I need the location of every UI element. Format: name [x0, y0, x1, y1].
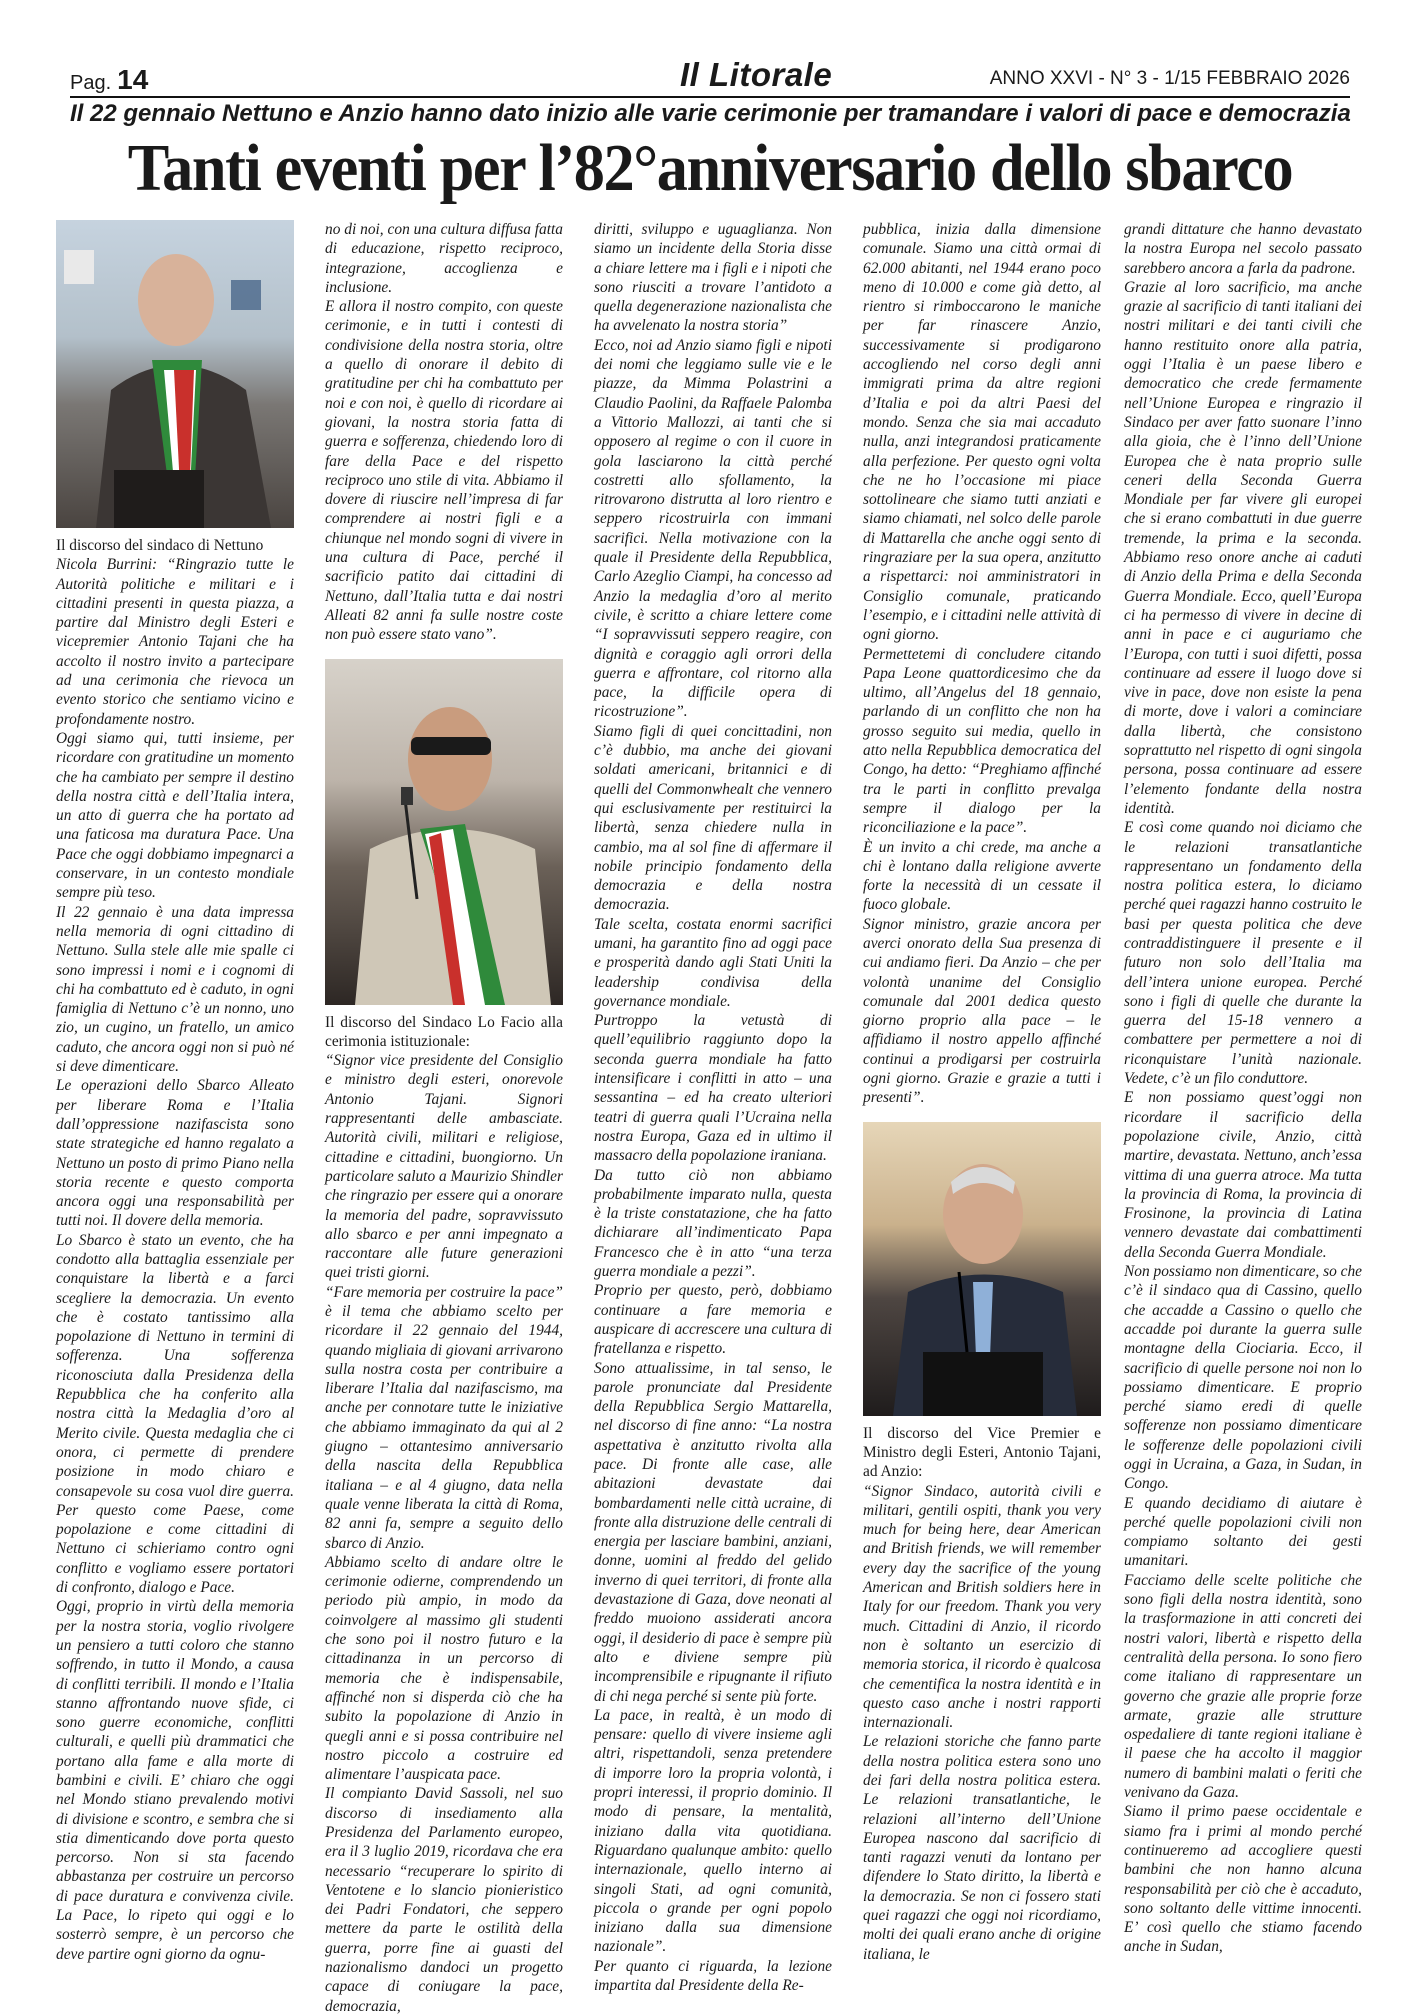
paragraph: Facciamo delle scelte politiche che sono figli della nostra identità, sono la trasformazione in atti concreti dei nostri valori, libertà e rispetto della centralità della persona. Io sono fiero come italiano di rappresentare un governo che grazie alle proprie forze armate, grazie alle strutture ospedaliere di tante regioni italiane è il paese che ha accolto il maggior numero di bambini malati o feriti che venivano da Gaza.: [1124, 1571, 1362, 1802]
speaker-figure: [325, 659, 563, 1005]
speaker-figure: [56, 220, 294, 528]
paragraph: E così come quando noi diciamo che le relazioni transatlantiche rappresentano un fondamento della nostra politica estera, lo diciamo perché quei ragazzi hanno costruito le basi per questa politica che deve contraddistinguere il presente e il futuro non solo dell’Italia ma dell’intera unione europea. Perché sono i figli di quelle che durante la guerra del 15-18 vennero a combattere per permettere a noi di riconquistare l’unità nazionale. Vedete, c’è un filo conduttore.: [1124, 819, 1362, 1088]
paragraph: Non possiamo non dimenticare, so che c’è il sindaco qua di Cassino, quello che accadde a Cassino o quello che accadde poi durante la guerra sulle montagne della Ciociaria. Ecco, il sacrificio di quelle persone noi non lo possiamo dimenticare. E proprio perché siamo eredi di quelle sofferenze non possiamo dimenticare le sofferenze delle popolazioni civili oggi in Ucraina, a Gaza, in Sudan, in Congo.: [1124, 1263, 1362, 1493]
column-3: [594, 220, 832, 1995]
paragraph: E allora il nostro compito, con queste cerimonie, e in tutti i contesti di condivisione della nostra storia, oltre a quello di onorare il debito di gratitudine per chi ha combattuto per noi e con noi, è quello di ricordare ai giovani, la nostra storia fatta di guerra e sofferenza, chiedendo loro di fare della Pace e del rispetto reciproco uno stile di vita. Abbiamo il dovere di riuscire nell’impresa di far comprendere ai nostri figli e a chiunque nel mondo sogni di vivere in una cultura di Pace, perché il sacrificio patito dai cittadini di Nettuno, dall’Italia tutta e dai nostri Alleati 82 anni fa sulle nostre coste non può essere stato vano”.: [325, 298, 563, 644]
paragraph: Grazie al loro sacrificio, ma anche grazie al sacrificio di tanti italiani dei nostri militari e dei tanti civili che hanno restituito onore alla patria, oggi l’Italia è un paese libero e democratico che crede fermamente nell’Unione Europea e ringrazio il Sindaco per aver fatto suonare l’inno alla gioia, che è l’inno dell’Unione Europea che è nata proprio sulle ceneri della Seconda Guerra Mondiale per far vivere gli europei che si erano combattuti in due guerre tremende, la prima e la seconda. Abbiamo reso onore anche ai caduti di Anzio della Prima e della Seconda Guerra Mondiale. Ecco, quell’Europa ci ha permesso di vivere in decine di anni in pace e ci auguriamo che l’Europa, con tutti i suoi difetti, possa continuare ad essere il luogo dove si vive in pace, dove non esiste la pena di morte, dove i valori a cominciare dalla libertà, che consistono soprattutto nel rispetto di ogni singola persona, possa continuare ad essere l’elemento fondante della nostra identità.: [1124, 278, 1362, 817]
masthead: Il Litorale: [680, 56, 833, 93]
paragraph: Permettetemi di concludere citando Papa Leone quattordicesimo che da ultimo, all’Angelus del 18 gennaio, parlando di un conflitto che non ha grosso seguito sui media, quello in atto nella Repubblica democratica del Congo, ha detto: “Preghiamo affinché tra le parti in conflitto prevalga sempre il dialogo per la riconciliazione e la pace”.: [863, 645, 1101, 837]
paragraph: pubblica, inizia dalla dimensione comunale. Siamo una città ormai di 62.000 abitanti, nel 1944 erano poco meno di 10.000 e come già detto, al rientro si rimboccarono le maniche per far rinascere Anzio, successivamente si prodigarono accogliendo nel corso degli anni immigrati prima da altre regioni d’Italia e poi da altri Paesi del mondo. Senza che sia mai accaduto nulla, anzi integrandosi praticamente alla perfezione. Per questo ogni volta che ne ho l’occasione mi piace sottolineare che siamo tutti anziati e siamo chiamati, nel solco delle parole di Mattarella che anche oggi sento di ringraziare per la sua opera, anzitutto a rispettarci: noi amministratori in Consiglio comunale, praticando l’esempio, e i cittadini nelle attività di ogni giorno.: [863, 221, 1101, 644]
paragraph: Signor ministro, grazie ancora per averci onorato della Sua presenza di cui andiamo fieri. Da Anzio – che per volontà unanime del Consiglio comunale dal 2001 dedica questo giorno proprio alla pace – le affidiamo il nostro appello affinché continui a prodigarsi per costruirla ogni giorno. Grazie e grazie a tutti i presenti”.: [863, 915, 1101, 1107]
kicker: Il 22 gennaio Nettuno e Anzio hanno dato inizio alle varie cerimonie per tramandare i valori di pace e democrazia: [70, 100, 1351, 127]
paragraph: Le relazioni storiche che fanno parte della nostra politica estera sono uno dei fari della nostra politica estera. Le relazioni transatlantiche, le relazioni all’interno dell’Unione Europea nascono dal sacrificio di tanti ragazzi venuti da lontano per difendere lo Stato diritto, la libertà e la democrazia. Se non ci fossero stati quei ragazzi che oggi noi ricordiamo, molti dei quali erano anche di origine italiana, le: [863, 1733, 1101, 1963]
paragraph: E quando decidiamo di aiutare è perché quelle popolazioni civili non compiamo soltanto dei gesti umanitari.: [1124, 1494, 1362, 1570]
paragraph: “Signor vice presidente del Consiglio e ministro degli esteri, onorevole Antonio Tajani. Signori rappresentanti delle ambasciate. Autorità civili, militari e religiose, cittadine e cittadini, buongiorno. Un particolare saluto a Maurizio Shindler che ringrazio per essere qui a onorare la memoria del padre, sopravvissuto allo sbarco e per anni impegnato a raccontare alle future generazioni quei tristi giorni.: [325, 1052, 563, 1282]
photo-caption: Il discorso del Vice Premier e Ministro degli Esteri, Antonio Tajani, ad Anzio:: [863, 1424, 1101, 1481]
page-number: Pag. 14: [70, 64, 149, 95]
photo-caption: Il discorso del Sindaco Lo Facio alla cerimonia istituzionale:: [325, 1013, 563, 1050]
paragraph: Il compianto David Sassoli, nel suo discorso di insediamento alla Presidenza del Parlamento europeo, era il 3 luglio 2019, ricordava che era necessario “recuperare lo spirito di Ventotene e lo slancio pionieristico dei Padri Fondatori, che seppero mettere da parte le ostilità della guerra, porre fine ai guasti del nazionalismo dandoci un progetto capace di coniugare la pace, democrazia,: [325, 1785, 563, 2015]
photo-tajani: [863, 1122, 1101, 1416]
paragraph: Tale scelta, costata enormi sacrifici umani, ha garantito fino ad oggi pace e prosperità dando agli Stati Uniti la leadership condivisa della governance mondiale.: [594, 915, 832, 1010]
photo-mayor-anzio: [325, 659, 563, 1005]
headline: Tanti eventi per l’82°anniversario dello sbarco: [127, 131, 1293, 205]
paragraph: Siamo il primo paese occidentale e siamo fra i primi al mondo perché continueremo ad accogliere questi bambini che non hanno alcuna responsabilità per ciò che è accaduto, sono soltanto delle vittime innocenti. E’ così quello che stiamo facendo anche in Sudan,: [1124, 1803, 1362, 1956]
paragraph: grandi dittature che hanno devastato la nostra Europa nel secolo passato sarebbero ancora a farla da padrone.: [1124, 221, 1362, 277]
photo-caption: Il discorso del sindaco di Nettuno: [56, 537, 264, 554]
paragraph: Proprio per questo, però, dobbiamo continuare a fare memoria e auspicare di accrescere una cultura di fratellanza e rispetto.: [594, 1282, 832, 1358]
paragraph: Lo Sbarco è stato un evento, che ha condotto alla battaglia essenziale per conquistare la libertà e a farci scegliere la democrazia. Un evento che è costato tantissimo alla popolazione di Nettuno in termini di sofferenza. Una sofferenza riconosciuta dalla Presidenza della Repubblica che ha conferito alla nostra città la Medaglia d’oro al Merito civile. Questa medaglia che ci onora, ci permette di prendere posizione in modo chiaro e consapevole su cosa vuol dire guerra. Per questo come Paese, come popolazione e come cittadini di Nettuno ci schieriamo contro ogni conflitto e vogliamo essere portatori di confronto, dialogo e Pace.: [56, 1231, 294, 1597]
paragraph: Nicola Burrini: “Ringrazio tutte le Autorità politiche e militari e i cittadini presenti in questa piazza, a partire dal Ministro degli Esteri e vicepremier Antonio Tajani che ha accolto il nostro invito a partecipare ad una cerimonia che rievoca un evento storico che sentiamo vicino e profondamente nostro.: [56, 556, 294, 728]
header-rule: [70, 96, 1350, 98]
photo-mayor-nettuno: [56, 220, 294, 528]
paragraph: Purtroppo la vetustà di quell’equilibrio raggiunto dopo la seconda guerra mondiale ha fatto intensificare i conflitti in atto – una sessantina – ed ha creato ulteriori teatri di guerra quali l’Ucraina nella nostra Europa, Gaza ed in ultimo il massacro della popolazione iraniana.: [594, 1012, 832, 1165]
paragraph: Abbiamo scelto di andare oltre le cerimonie odierne, comprendendo un periodo più ampio, in modo da coinvolgere al massimo gli studenti che sono poi il nostro futuro e la cittadinanza in un percorso di memoria che è indispensabile, affinché non si disperda ciò che ha subito la popolazione di Anzio in quegli anni e si possa contribuire nel nostro piccolo a costruire ed alimentare l’auspicata pace.: [325, 1553, 563, 1784]
paragraph: E non possiamo quest’oggi non ricordare il sacrificio della popolazione civile, Anzio, città martire, devastata. Nettuno, anch’essa vittima di una guerra atroce. Ma tutta la provincia di Roma, la provincia di Frosinone, la provincia di Latina vennero devastate dai combattimenti della Seconda Guerra Mondiale.: [1124, 1089, 1362, 1261]
paragraph: Da tutto ciò non abbiamo probabilmente imparato nulla, questa è la triste constatazione, che ha fatto dichiarare all’indimenticato Papa Francesco che è in atto “una terza guerra mondiale a pezzi”.: [594, 1166, 832, 1281]
speaker-figure: [863, 1122, 1101, 1416]
paragraph: Sono attualissime, in tal senso, le parole pronunciate dal Presidente della Repubblica Sergio Mattarella, nel discorso di fine anno: “La nostra aspettativa è anzitutto rivolta alla pace. Di fronte alle case, alle abitazioni devastate dai bombardamenti nelle città ucraine, di fronte alla distruzione delle centrali di energia per lasciare bambini, anziani, donne, uomini al freddo del gelido inverno di quei territori, di fronte alla devastazione di Gaza, dove neonati al freddo muoiono assiderati ancora oggi, il desiderio di pace è sempre più alto e diviene sempre più incomprensibile e ripugnante il rifiuto di chi nega perché si sente più forte.: [594, 1359, 832, 1705]
paragraph: “Signor Sindaco, autorità civili e militari, gentili ospiti, thank you very much for being here, dear American and British friends, we will remember every day the sacrifice of the young American and British soldiers here in Italy for our freedom. Thank you very much. Cittadini di Anzio, il ricordo non è soltanto un esercizio di memoria storica, il ricordo è qualcosa che cementifica la nostra identità e in questo caso anche i nostri rapporti internazionali.: [863, 1482, 1101, 1732]
paragraph: Oggi, proprio in virtù della memoria per la nostra storia, voglio rivolgere un pensiero a tutti coloro che stanno soffrendo, in tutto il Mondo, a causa di conflitti terribili. Il mondo e l’Italia stanno affrontando nuove sfide, ci sono guerre economiche, conflitti culturali, e quelli più drammatici che portano alla fame e alla morte di bambini e civili. E’ chiaro che oggi nel Mondo stiano prevalendo motivi di divisione e scontro, e sembra che si stia dimenticando dove porta questo percorso. Non si sta facendo abbastanza per costruire un percorso di pace duratura e convivenza civile. La Pace, lo ripeto qui oggi e lo sosterrò sempre, è un percorso che deve partire ogni giorno da ognu-: [56, 1598, 294, 1963]
paragraph: Siamo figli di quei concittadini, non c’è dubbio, ma anche dei giovani soldati americani, britannici e di quelli del Commonwhealt che vennero qui esclusivamente per restituirci la libertà, senza chiedere nulla in cambio, ma al sol fine di affermare il nobile principio fondamento della democrazia e della nostra democrazia.: [594, 722, 832, 914]
paragraph: La pace, in realtà, è un modo di pensare: quello di vivere insieme agli altri, rispettandoli, senza pretendere di imporre loro la propria volontà, i propri interessi, il proprio dominio. Il modo di pensare, la mentalità, iniziano dalla vita quotidiana. Riguardano qualunque ambito: quello internazionale, quello interno ai singoli Stati, ad ogni comunità, piccola o grande per ogni popolo iniziano dalla sua dimensione nazionale”.: [594, 1706, 832, 1956]
paragraph: “Fare memoria per costruire la pace” è il tema che abbiamo scelto per ricordare il 22 gennaio del 1944, quando migliaia di giovani arrivarono sulla nostra costa per contribuire a liberare l’Italia dal nazifascismo, ma anche per connotare tutte le iniziative che abbiamo immaginato da qui al 2 giugno – ottantesimo anniversario della nascita della Repubblica italiana – e al 4 giugno, data nella quale venne liberata la città di Roma, 82 anni fa, sempre a seguito dello sbarco di Anzio.: [325, 1283, 563, 1552]
column-4: [863, 220, 1101, 1963]
paragraph: È un invito a chi crede, ma anche a chi è lontano dalla religione avverte forte la necessità di un cessate il fuoco globale.: [863, 838, 1101, 914]
column-2: [325, 220, 563, 2015]
paragraph: Le operazioni dello Sbarco Alleato per liberare Roma e l’Italia dall’oppressione nazifascista sono state strategiche ed hanno regalato a Nettuno un posto di primo Piano nella storia recente e questo comporta ancora oggi una responsabilità per tutti noi. Il dovere della memoria.: [56, 1077, 294, 1230]
paragraph: no di noi, con una cultura diffusa fatta di educazione, rispetto reciproco, integrazione, accoglienza e inclusione.: [325, 221, 563, 296]
page-header: [70, 56, 1350, 96]
paragraph: Per quanto ci riguarda, la lezione impartita dal Presidente della Re-: [594, 1957, 832, 1995]
issue-info: ANNO XXVI - N° 3 - 1/15 FEBBRAIO 2026: [989, 68, 1350, 89]
column-5: [1124, 220, 1362, 1956]
paragraph: Il 22 gennaio è una data impressa nella memoria di ogni cittadino di Nettuno. Sulla stele alle mie spalle ci sono impressi i nomi e i cognomi di chi ha combattuto ed è caduto, in ogni famiglia di Nettuno c’è un nonno, uno zio, un cugino, un fratello, un amico caduto, che ancora oggi non si può né si deve dimenticare.: [56, 903, 294, 1076]
paragraph: diritti, sviluppo e uguaglianza. Non siamo un incidente della Storia disse a chiare lettere ma i figli e i nipoti che sono riusciti a trovare l’antidoto a quella degenerazione nazionalista che ha avvelenato la nostra storia”: [594, 221, 832, 335]
paragraph: Ecco, noi ad Anzio siamo figli e nipoti dei nomi che leggiamo sulle vie e le piazze, da Mimma Polastrini a Claudio Paolini, da Raffaele Palomba a Vittorio Mallozzi, ai tanti che si opposero al regime o con il cuore in gola lasciarono la città perché costretti allo sfollamento, la ritrovarono distrutta al loro rientro e seppero ricostruirla con immani sacrifici. Nella motivazione con la quale il Presidente della Repubblica, Carlo Azeglio Ciampi, ha concesso ad Anzio la medaglia d’oro al merito civile, è scritto a chiare lettere come “I sopravvissuti seppero reagire, con dignità e coraggio agli orrori della guerra e affrontare, col ritorno alla pace, la difficile opera di ricostruzione”.: [594, 336, 832, 721]
column-1: [56, 220, 294, 1963]
paragraph: Oggi siamo qui, tutti insieme, per ricordare con gratitudine un momento che ha cambiato per sempre il destino della nostra città e dell’Italia intera, un atto di guerra che ha portato ad una faticosa ma duratura Pace. Una Pace che oggi dobbiamo impegnarci a conservare, in un contesto mondiale sempre più teso.: [56, 729, 294, 902]
